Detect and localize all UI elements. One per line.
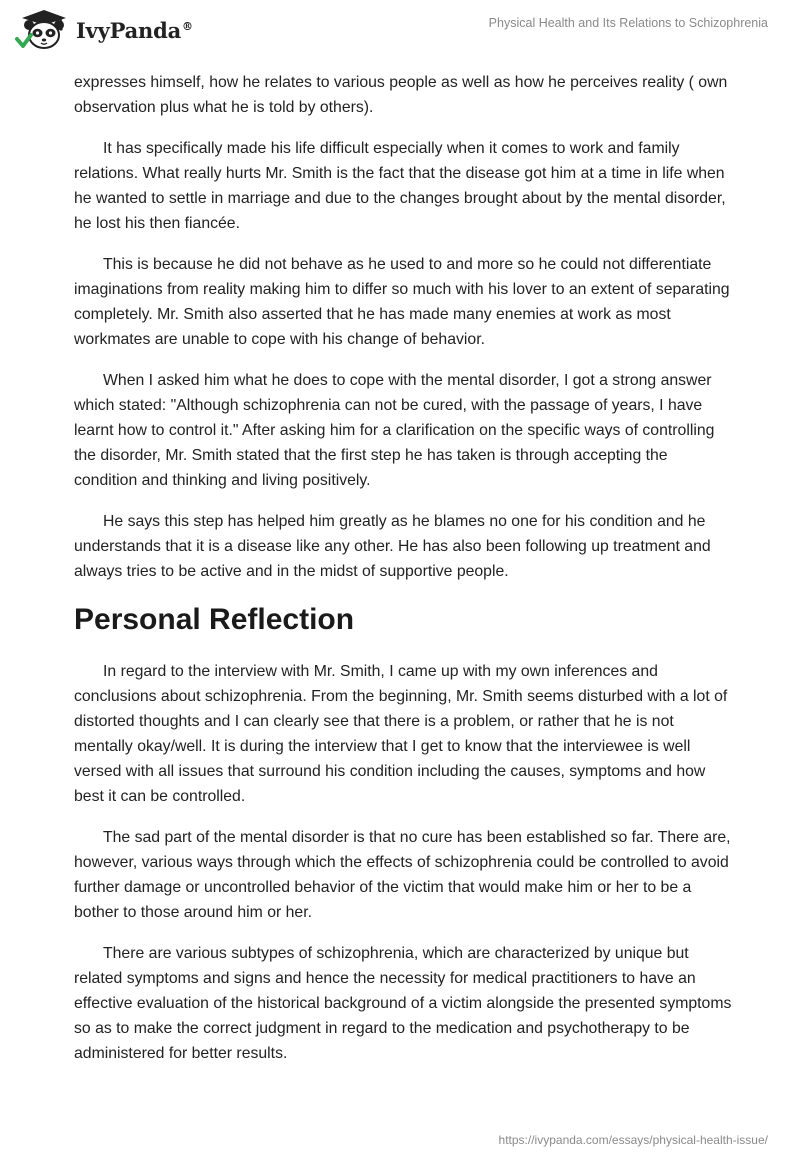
paragraph: The sad part of the mental disorder is that no cure has been established so far. There are, however, various ways through which the effects of schizophrenia could be controlled to avoid further damage or uncontrolled behavior of the victim that would make him or her to be a bother to those around him or her. (74, 829, 731, 921)
paragraph: He says this step has helped him greatly as he blames no one for his condition and he understands that it is a disease like any other. He has also been following up treatment and always tries to be active and in the midst of supportive people. (74, 513, 711, 580)
registered-mark: ® (182, 19, 193, 33)
paragraph: expresses himself, how he relates to various people as well as how he perceives reality ( own observation plus what he is told by others). (74, 74, 728, 116)
paragraph: There are various subtypes of schizophrenia, which are characterized by unique but related symptoms and signs and hence the necessity for medical practitioners to have an effective evaluation of the historical background of a victim alongside the presented symptoms so as to make the correct judgment in regard to the medication and psychotherapy to be administered for better results. (74, 945, 732, 1062)
page-header (0, 0, 800, 60)
brand-name: IvyPanda® (76, 17, 193, 43)
paragraph: When I asked him what he does to cope with the mental disorder, I got a strong answer which stated: "Although schizophrenia can not be cured, with the passage of years, I have learnt how to control it." After asking him for a clarification on the specific ways of controlling the disorder, Mr. Smith stated that the first step he has taken is through accepting the condition and thinking and living positively. (74, 372, 715, 489)
brand-logo[interactable] (14, 8, 193, 52)
paragraph: This is because he did not behave as he used to and more so he could not differentiate imaginations from reality making him to differ so much with his lover to an extent of separating completely. Mr. Smith also asserted that he has made many enemies at work as most workmates are unable to cope with his change of behavior. (74, 256, 730, 348)
section-heading: Personal Reflection (74, 603, 355, 636)
panda-graduate-icon (14, 8, 70, 52)
source-url[interactable]: https://ivypanda.com/essays/physical-health-issue/ (498, 1133, 768, 1147)
paragraph: It has specifically made his life difficult especially when it comes to work and family relations. What really hurts Mr. Smith is the fact that the disease got him at a time in life when he wanted to settle in marriage and due to the changes brought about by the mental disorder, he lost his then fiancée. (74, 140, 726, 232)
paragraph: In regard to the interview with Mr. Smith, I came up with my own inferences and conclusions about schizophrenia. From the beginning, Mr. Smith seems disturbed with a lot of distorted thoughts and I can clearly see that there is a problem, or rather that he is not mentally okay/well. It is during the interview that I get to know that the interviewee is well versed with all issues that surround his condition including the causes, symptoms and how best it can be controlled. (74, 663, 728, 805)
essay-body (74, 70, 734, 1082)
document-title: Physical Health and Its Relations to Schizophrenia (488, 16, 768, 30)
